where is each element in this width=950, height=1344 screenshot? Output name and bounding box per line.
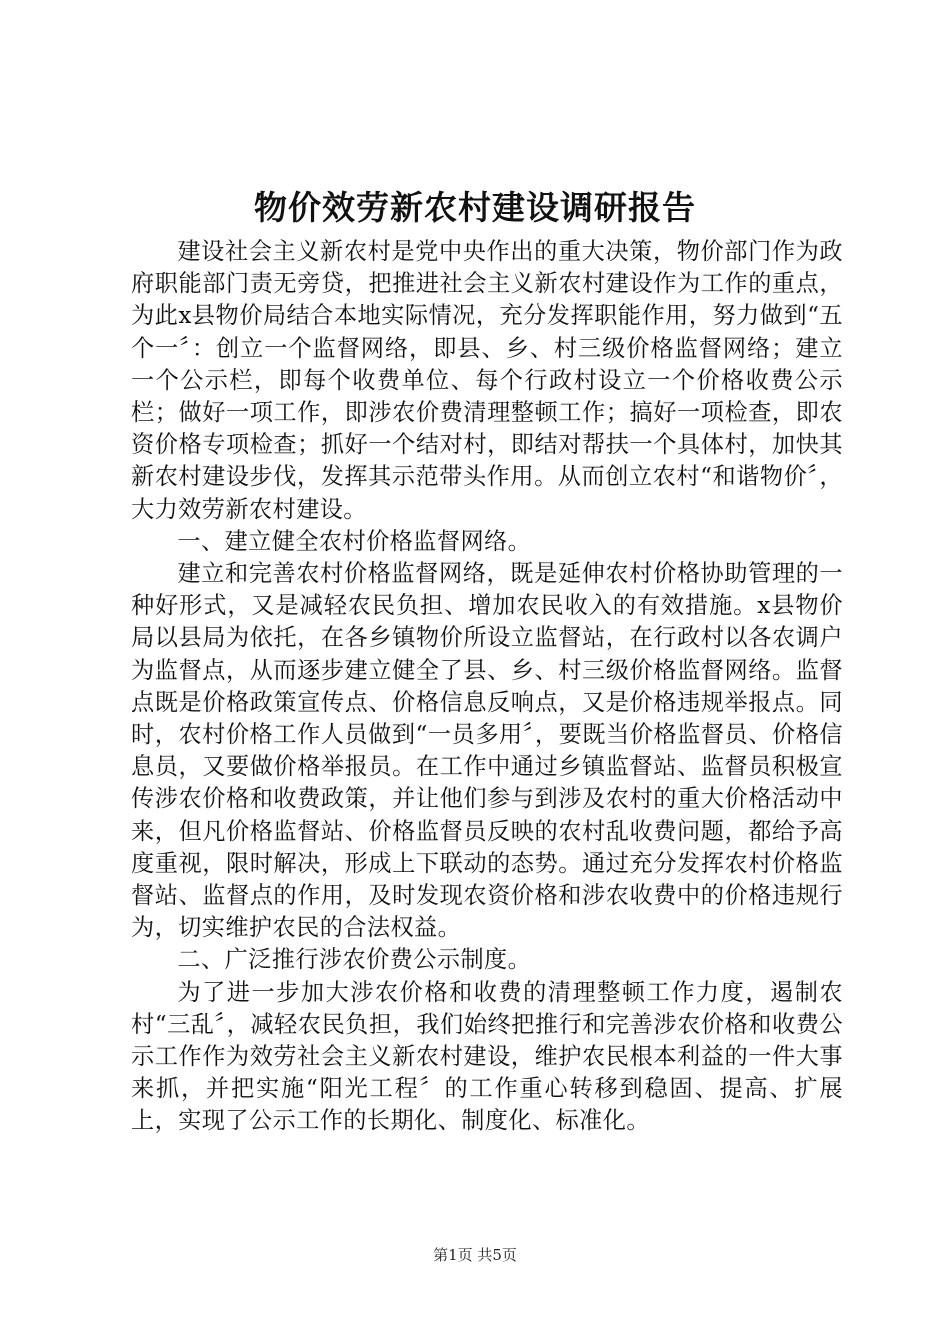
section-2-paragraph: 为了进一步加大涉农价格和收费的清理整顿工作力度，遏制农村“三乱〞，减轻农民负担，我们始终把推行和完善涉农价格和收费公示工作作为效劳社会主义新农村建设，维护农民根本利益的一件大事来抓，并把实施“阳光工程〞的工作重心转移到稳固、提高、扩展上，实现了公示工作的长期化、制度化、标准化。 [131, 978, 843, 1135]
section-heading-1: 一、建立健全农村价格监督网络。 [177, 527, 532, 555]
document-body [131, 236, 843, 1138]
section-1-paragraph: 建立和完善农村价格监督网络，既是延伸农村价格协助管理的一种好形式，又是减轻农民负担、增加农民收入的有效措施。x县物价局以县局为依托，在各乡镇物价所设立监督站，在行政村以各农调户为监督点，从而逐步建立健全了县、乡、村三级价格监督网络。监督点既是价格政策宣传点、价格信息反响点，又是价格违规举报点。同时，农村价格工作人员做到“一员多用〞，要既当价格监督员、价格信息员，又要做价格举报员。在工作中通过乡镇监督站、监督员积极宣传涉农价格和收费政策，并让他们参与到涉及农村的重大价格活动中来，但凡价格监督站、价格监督员反映的农村乱收费问题，都给予高度重视，限时解决，形成上下联动的态势。通过充分发挥农村价格监督站、监督点的作用，及时发现农资价格和涉农收费中的价格违规行为，切实维护农民的合法权益。 [131, 560, 843, 942]
document-title: 物价效劳新农村建设调研报告 [254, 188, 696, 227]
page-footer: 第1页 共5页 [433, 1246, 517, 1264]
section-heading-2: 二、广泛推行涉农价费公示制度。 [177, 946, 532, 974]
intro-paragraph: 建设社会主义新农村是党中央作出的重大决策，物价部门作为政府职能部门责无旁贷，把推进社会主义新农村建设作为工作的重点，为此x县物价局结合本地实际情况，充分发挥职能作用，努力做到“五个一〞：创立一个监督网络，即县、乡、村三级价格监督网络；建立一个公示栏，即每个收费单位、每个行政村设立一个价格收费公示栏；做好一项工作，即涉农价费清理整顿工作；搞好一项检查，即农资价格专项检查；抓好一个结对村，即结对帮扶一个具体村，加快其新农村建设步伐，发挥其示范带头作用。从而创立农村“和谐物价〞，大力效劳新农村建设。 [131, 238, 843, 523]
